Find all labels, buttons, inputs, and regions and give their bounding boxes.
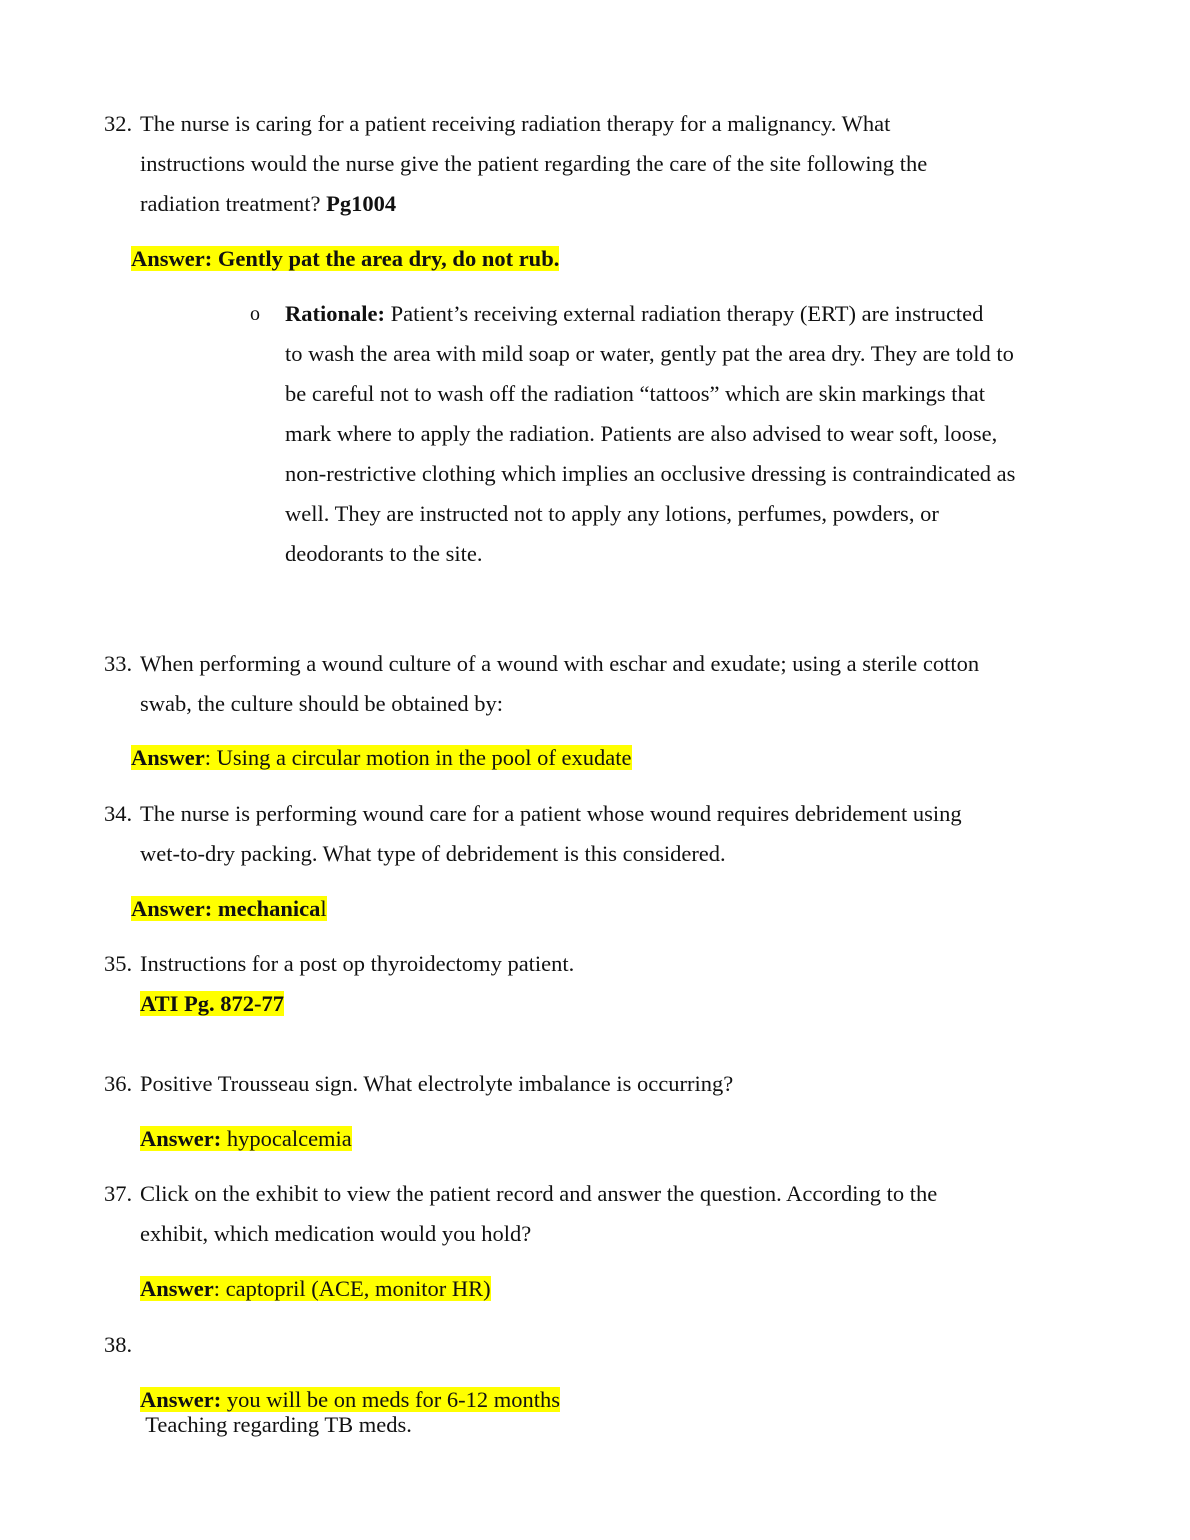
rationale-text: Patient’s receiving external radiation therapy (ERT) are instructed <box>385 301 984 326</box>
bullet-icon: o <box>250 303 260 325</box>
answer-38 <box>140 1380 560 1420</box>
question-number: 36. <box>104 1071 133 1096</box>
rationale-line: mark where to apply the radiation. Patients are also advised to wear soft, loose, <box>285 421 998 446</box>
rationale-label: Rationale: <box>285 301 385 326</box>
question-32 <box>140 104 927 224</box>
answer-37 <box>140 1269 491 1309</box>
question-number: 34. <box>104 801 133 826</box>
answer-text: : Using a circular motion in the pool of exudate <box>204 745 632 770</box>
question-line: Positive Trousseau sign. What electrolyte imbalance is occurring? <box>140 1071 734 1096</box>
question-line: Teaching regarding TB meds. <box>140 1412 412 1437</box>
question-text: radiation treatment? <box>140 191 327 216</box>
rationale-line: non-restrictive clothing which implies an occlusive dressing is contraindicated as <box>285 461 1016 486</box>
question-line: wet-to-dry packing. What type of debridement is this considered. <box>140 841 726 866</box>
question-line: The nurse is caring for a patient receiving radiation therapy for a malignancy. What <box>140 111 891 136</box>
question-33 <box>140 644 979 724</box>
page-reference: Pg1004 <box>326 191 397 216</box>
answer-label: Answer <box>131 745 205 770</box>
answer-text: : captopril (ACE, monitor HR) <box>213 1276 491 1301</box>
question-line: instructions would the nurse give the patient regarding the care of the site following the <box>140 151 928 176</box>
answer-32 <box>131 239 559 279</box>
answer-33 <box>131 738 632 778</box>
question-35 <box>140 944 574 1024</box>
answer-label: ATI Pg. 872-77 <box>140 991 284 1016</box>
answer-34 <box>131 889 327 929</box>
question-line <box>140 184 927 224</box>
question-line: swab, the culture should be obtained by: <box>140 691 504 716</box>
rationale-line: well. They are instructed not to apply any lotions, perfumes, powders, or <box>285 501 939 526</box>
rationale-line <box>285 294 1015 334</box>
question-number: 37. <box>104 1181 133 1206</box>
question-number: 32. <box>104 111 133 136</box>
rationale-32 <box>285 294 1015 574</box>
question-line: Click on the exhibit to view the patient record and answer the question. According to the <box>140 1181 938 1206</box>
question-36 <box>140 1064 733 1104</box>
answer-label: Answer: <box>140 1126 222 1151</box>
question-34 <box>140 794 962 874</box>
question-number: 38. <box>104 1332 133 1357</box>
answer-label: Answer: mechanica <box>131 896 321 921</box>
answer-label: Answer <box>140 1276 214 1301</box>
answer-text: you will be on meds for 6-12 months <box>221 1387 560 1412</box>
answer-36 <box>140 1119 352 1159</box>
answer-text: Answer: Gently pat the area dry, do not rub. <box>131 246 560 271</box>
question-number: 35. <box>104 951 133 976</box>
rationale-line: be careful not to wash off the radiation “tattoos” which are skin markings that <box>285 381 985 406</box>
answer-label: Answer: <box>140 1387 222 1412</box>
rationale-line: deodorants to the site. <box>285 541 483 566</box>
rationale-line: to wash the area with mild soap or water, gently pat the area dry. They are told to <box>285 341 1014 366</box>
question-line: When performing a wound culture of a wound with eschar and exudate; using a sterile cotton <box>140 651 980 676</box>
question-line: exhibit, which medication would you hold? <box>140 1221 532 1246</box>
question-line: The nurse is performing wound care for a patient whose wound requires debridement using <box>140 801 962 826</box>
question-number: 33. <box>104 651 133 676</box>
answer-text: hypocalcemia <box>221 1126 352 1151</box>
answer-text: l <box>320 896 327 921</box>
question-37 <box>140 1174 937 1254</box>
question-line: Instructions for a post op thyroidectomy patient. <box>140 951 575 976</box>
